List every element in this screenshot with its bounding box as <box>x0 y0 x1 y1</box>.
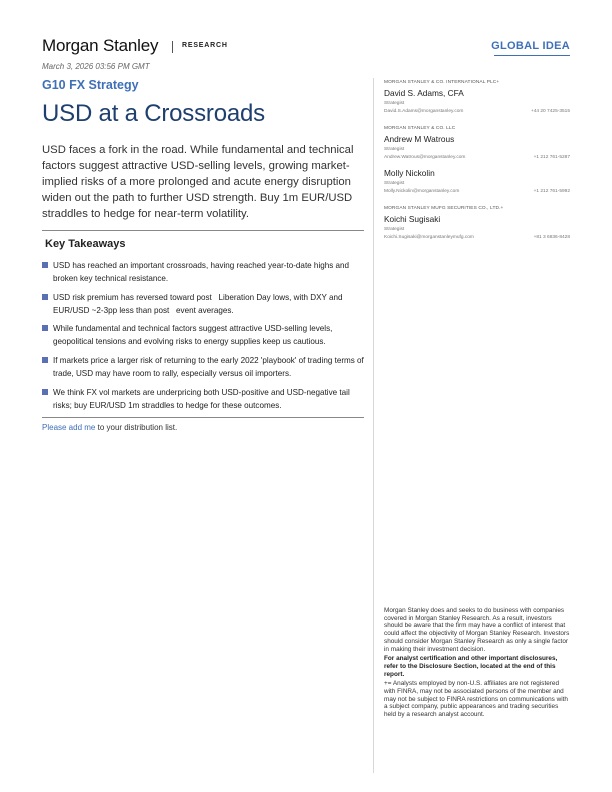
disclaimer-finra: += Analysts employed by non-U.S. affiliates are not registered with FINRA, may not be associated persons of the member and may not be subject to FINRA restrictions on communications with a subject company, public appearances and trading securities held by a research analyst account. <box>384 680 568 719</box>
analyst-name: David S. Adams, CFA <box>384 88 464 98</box>
analyst-phone: +81 3 6836-8428 <box>533 235 570 240</box>
analyst-card <box>384 168 570 196</box>
key-takeaways-list <box>42 259 364 412</box>
list-item <box>42 291 364 317</box>
column-divider <box>373 78 374 773</box>
research-label: RESEARCH <box>182 42 228 49</box>
list-item <box>42 354 364 380</box>
report-summary: USD faces a fork in the road. While fundamental and technical factors suggest attractive USD-selling levels, growing market-implied risks of a more prolonged and acute energy disruption widen out the path to further USD strength. Buy 1m EUR/USD straddles to hedge for near-term volatility. <box>42 144 354 220</box>
disclaimer-conflict: Morgan Stanley does and seeks to do business with companies covered in Morgan Stanley Research. As a result, investors should be aware that the firm may have a conflict of interest that could affect the objectivity of Morgan Stanley Research. Investors should consider Morgan Stanley Research as only a single factor in making their investment decision. <box>384 607 570 653</box>
analyst-name: Andrew M Watrous <box>384 134 455 144</box>
list-item <box>42 259 364 285</box>
disclaimer-disclosures: For analyst certification and other important disclosures, refer to the Disclosure Section, located at the end of this report. <box>384 655 558 678</box>
analyst-contact <box>384 235 570 242</box>
takeaway-text: If markets price a larger risk of returning to the early 2022 'playbook' of trading terms of trade, USD may have room to rally, especially versus oil importers. <box>53 356 364 379</box>
square-bullet-icon <box>42 262 48 268</box>
global-idea-underline <box>494 55 570 56</box>
morgan-stanley-logo: Morgan Stanley <box>42 36 159 55</box>
analyst-email[interactable]: David.S.Adams@morganstanley.com <box>384 109 464 114</box>
analyst-name: Molly Nickolin <box>384 168 435 178</box>
list-item <box>42 386 364 412</box>
analyst-role: Strategist <box>384 181 405 186</box>
add-to-distribution-link[interactable]: Please add me <box>42 423 96 433</box>
analyst-email[interactable]: Molly.Nickolin@morganstanley.com <box>384 189 460 194</box>
analyst-role: Strategist <box>384 227 405 232</box>
disclaimer <box>384 607 570 721</box>
analyst-phone: +1 212 761-5287 <box>533 155 570 160</box>
analyst-card <box>384 134 570 162</box>
analyst-contact <box>384 109 570 116</box>
section-divider <box>42 230 364 231</box>
analyst-card <box>384 214 570 242</box>
square-bullet-icon <box>42 294 48 300</box>
takeaway-text: We think FX vol markets are underpricing both USD-positive and USD-negative tail risks; buy EUR/USD 1m straddles to hedge for these outcomes. <box>53 387 350 410</box>
analyst-card <box>384 88 570 116</box>
analyst-name: Koichi Sugisaki <box>384 214 441 224</box>
square-bullet-icon <box>42 357 48 363</box>
analyst-email[interactable]: Andrew.Watrous@morganstanley.com <box>384 155 466 160</box>
square-bullet-icon <box>42 325 48 331</box>
analyst-panel <box>384 80 570 248</box>
section-divider <box>42 417 364 418</box>
analyst-contact <box>384 189 570 196</box>
analyst-contact <box>384 155 570 162</box>
distribution-note <box>42 423 364 432</box>
analyst-phone: +1 212 761-5992 <box>533 189 570 194</box>
takeaway-text: While fundamental and technical factors suggest attractive USD-selling levels, geopolitical tensions and evolving risks to energy supplies keep us cautious. <box>53 324 333 347</box>
global-idea-label: GLOBAL IDEA <box>491 40 570 52</box>
firm-name: MORGAN STANLEY & CO. LLC <box>384 126 456 131</box>
main-column <box>42 62 364 432</box>
square-bullet-icon <box>42 389 48 395</box>
analyst-role: Strategist <box>384 147 405 152</box>
page-header <box>42 36 570 58</box>
list-item <box>42 322 364 348</box>
firm-name: MORGAN STANLEY MUFG SECURITIES CO., LTD.+ <box>384 206 504 211</box>
takeaway-text: USD risk premium has reversed toward post Liberation Day lows, with DXY and EUR/USD ~2-3pp less than post event averages. <box>53 292 343 315</box>
logo-divider <box>172 41 173 53</box>
firm-name: MORGAN STANLEY & CO. INTERNATIONAL PLC+ <box>384 80 500 85</box>
analyst-email[interactable]: Koichi.Sugisaki@morganstanleymufg.com <box>384 235 474 240</box>
distribution-text: to your distribution list. <box>95 423 178 433</box>
report-title: USD at a Crossroads <box>42 100 265 127</box>
publish-date: March 3, 2026 03:56 PM GMT <box>42 62 150 71</box>
analyst-role: Strategist <box>384 101 405 106</box>
takeaway-text: USD has reached an important crossroads, having reached year-to-date highs and broken key technical resistance. <box>53 261 350 284</box>
key-takeaways-title: Key Takeaways <box>45 238 126 250</box>
series-name: G10 FX Strategy <box>42 78 139 92</box>
analyst-phone: +44 20 7425-3515 <box>530 109 570 114</box>
